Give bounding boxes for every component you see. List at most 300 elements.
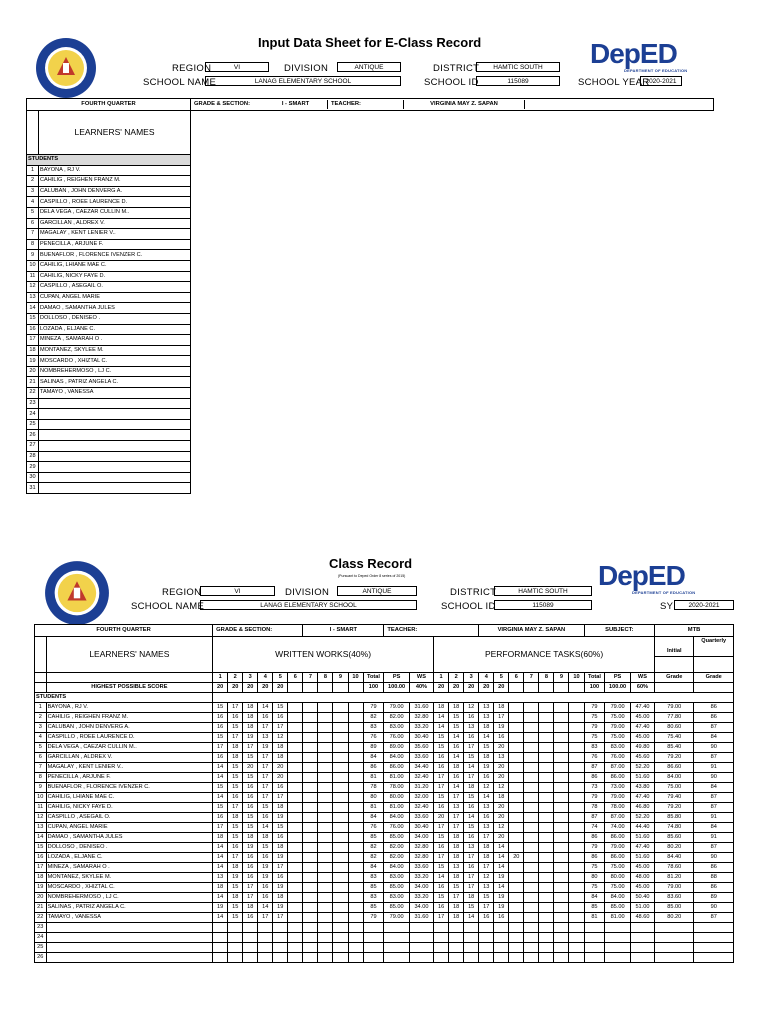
student-name: MOSCARDO , XHIZTAL C. — [46, 883, 213, 893]
initial-grade: 86.60 — [655, 763, 694, 773]
pt-score: 13 — [449, 863, 464, 873]
class-record-row — [35, 833, 734, 843]
pt-total: 86 — [584, 853, 605, 863]
student-name: DAMAO , SAMANTHA JULES — [46, 833, 213, 843]
ww-score: 19 — [273, 903, 288, 913]
ww-score: 16 — [243, 913, 258, 923]
hps-pt-score: 20 — [434, 683, 449, 693]
ww-score — [333, 773, 348, 783]
pt-score — [569, 753, 584, 763]
student-name: PENECILLA , ARJUNE F. — [39, 239, 191, 250]
pt-score — [539, 873, 554, 883]
pt-col-number: 7 — [524, 673, 539, 683]
ww-score: 15 — [228, 783, 243, 793]
ww-ps: 81.00 — [384, 803, 409, 813]
pt-score — [554, 773, 569, 783]
ww-ps: 78.00 — [384, 783, 409, 793]
ww-total: 81 — [363, 773, 384, 783]
student-name: CAHILIG, NICKY FAYE D. — [46, 803, 213, 813]
pt-score: 15 — [464, 793, 479, 803]
pt-score — [509, 783, 524, 793]
ww-ps: 83.00 — [384, 893, 409, 903]
ww-score: 17 — [228, 733, 243, 743]
pt-score — [554, 713, 569, 723]
pt-total: 78 — [584, 803, 605, 813]
ww-score: 15 — [243, 773, 258, 783]
ww-score — [303, 733, 318, 743]
ww-score: 18 — [228, 753, 243, 763]
ww-score: 15 — [258, 803, 273, 813]
pt-score — [569, 813, 584, 823]
sheet1-empty-row — [27, 441, 714, 452]
hps-pt-score — [554, 683, 569, 693]
pt-score — [569, 873, 584, 883]
sheet1-students-label-row — [27, 155, 714, 166]
hps-ww-score — [348, 683, 363, 693]
ww-score: 18 — [243, 713, 258, 723]
ww-score: 18 — [258, 833, 273, 843]
pt-col-number: 4 — [479, 673, 494, 683]
ww-ws: 32.80 — [409, 843, 433, 853]
ww-score — [348, 903, 363, 913]
ww-ps-header: PS — [384, 673, 409, 683]
pt-score — [524, 833, 539, 843]
sheet2-grade-section-label: GRADE & SECTION: — [213, 625, 303, 637]
ww-score — [303, 893, 318, 903]
ww-ws: 33.60 — [409, 863, 433, 873]
sheet1-learners-header: LEARNERS' NAMES — [39, 111, 191, 155]
row-number: 25 — [35, 943, 47, 953]
ww-score — [333, 813, 348, 823]
sheet1-student-row — [27, 218, 714, 229]
row-number: 15 — [35, 843, 47, 853]
student-name: MONTANEZ, SKYLEE M. — [39, 345, 191, 356]
row-number: 21 — [27, 377, 39, 388]
pt-score: 13 — [464, 723, 479, 733]
ww-col-number: 5 — [273, 673, 288, 683]
row-number: 7 — [27, 229, 39, 240]
initial-grade-header: Initial — [655, 637, 694, 657]
ww-score — [318, 803, 333, 813]
pt-score — [539, 913, 554, 923]
pt-ps: 85.00 — [605, 903, 630, 913]
sheet1-teacher-label: TEACHER: — [328, 100, 404, 109]
pt-score — [554, 803, 569, 813]
row-number: 11 — [27, 271, 39, 282]
initial-grade: 84.00 — [655, 773, 694, 783]
class-record-row — [35, 903, 734, 913]
hps-pt-score — [539, 683, 554, 693]
ww-score: 16 — [258, 713, 273, 723]
pt-score — [554, 833, 569, 843]
ww-col-number: 4 — [258, 673, 273, 683]
pt-score — [554, 813, 569, 823]
pt-score: 13 — [479, 823, 494, 833]
ww-score: 13 — [258, 733, 273, 743]
pt-score: 18 — [479, 723, 494, 733]
pt-col-number: 1 — [434, 673, 449, 683]
row-number: 20 — [27, 366, 39, 377]
sheet2-division-label: DIVISION — [285, 587, 330, 598]
ww-score: 14 — [213, 793, 228, 803]
row-number: 1 — [27, 165, 39, 176]
pt-ws-header: WS — [630, 673, 654, 683]
ww-ws: 34.00 — [409, 903, 433, 913]
ww-score: 18 — [273, 843, 288, 853]
ww-score — [318, 783, 333, 793]
ww-ps: 79.00 — [384, 703, 409, 713]
sheet1-empty-row — [27, 483, 714, 494]
row-number: 2 — [35, 713, 47, 723]
pt-score: 16 — [434, 883, 449, 893]
hps-ww-score: 20 — [213, 683, 228, 693]
region-value: VI — [205, 62, 269, 72]
sheet2-teacher-label: TEACHER: — [384, 625, 479, 637]
sheet2-info-bar — [35, 625, 734, 637]
pt-score — [539, 803, 554, 813]
sheet1-grade-section-label: GRADE & SECTION: — [194, 101, 251, 107]
sheet1-student-row — [27, 292, 714, 303]
pt-score: 17 — [449, 823, 464, 833]
ww-ps: 85.00 — [384, 833, 409, 843]
pt-score: 18 — [449, 703, 464, 713]
pt-total: 81 — [584, 913, 605, 923]
ww-score: 14 — [213, 773, 228, 783]
ww-score — [318, 873, 333, 883]
ww-score — [348, 773, 363, 783]
pt-score: 13 — [464, 843, 479, 853]
ww-total-header: Total — [363, 673, 384, 683]
pt-ps: 75.00 — [605, 883, 630, 893]
pt-total: 83 — [584, 743, 605, 753]
pt-score: 17 — [464, 853, 479, 863]
pt-ws: 45.60 — [630, 753, 654, 763]
pt-score: 15 — [464, 823, 479, 833]
pt-ws: 51.60 — [630, 833, 654, 843]
pt-score — [569, 833, 584, 843]
deped-seal-icon — [44, 560, 110, 626]
pt-ps: 79.00 — [605, 703, 630, 713]
class-record-row — [35, 793, 734, 803]
pt-ws: 49.80 — [630, 743, 654, 753]
deped-logo: DepED DEPARTMENT OF EDUCATION — [598, 560, 696, 595]
ww-score — [348, 793, 363, 803]
pt-score — [554, 853, 569, 863]
sheet2-quarter: FOURTH QUARTER — [35, 625, 213, 637]
pt-col-number: 6 — [509, 673, 524, 683]
student-name: DAMAO , SAMANTHA JULES — [39, 303, 191, 314]
ww-score: 18 — [243, 903, 258, 913]
row-number: 9 — [27, 250, 39, 261]
pt-total: 84 — [584, 893, 605, 903]
ww-score: 15 — [228, 773, 243, 783]
pt-score: 18 — [434, 703, 449, 713]
pt-score — [554, 763, 569, 773]
ww-score: 19 — [243, 843, 258, 853]
pt-score: 17 — [464, 743, 479, 753]
ww-score — [333, 823, 348, 833]
pt-score — [509, 743, 524, 753]
quarterly-grade: 91 — [694, 763, 734, 773]
hps-pt-score — [524, 683, 539, 693]
pt-score: 15 — [449, 723, 464, 733]
sheet1-student-row — [27, 197, 714, 208]
ww-score — [288, 773, 303, 783]
pt-total: 73 — [584, 783, 605, 793]
ww-score — [333, 913, 348, 923]
pt-score: 20 — [494, 803, 509, 813]
ww-score: 17 — [258, 763, 273, 773]
pt-score — [554, 903, 569, 913]
class-record-row — [35, 873, 734, 883]
pt-ps: 80.00 — [605, 873, 630, 883]
pt-score: 17 — [434, 913, 449, 923]
student-name: NOMBREHERMOSO , LJ C. — [46, 893, 213, 903]
pt-score: 12 — [479, 783, 494, 793]
initial-grade: 79.40 — [655, 793, 694, 803]
initial-grade: 75.40 — [655, 733, 694, 743]
pt-ps: 76.00 — [605, 753, 630, 763]
ww-score: 17 — [243, 883, 258, 893]
pt-score — [524, 763, 539, 773]
pt-col-number: 5 — [494, 673, 509, 683]
ww-score — [303, 743, 318, 753]
pt-score: 18 — [464, 893, 479, 903]
ww-score — [333, 743, 348, 753]
quarterly-grade: 84 — [694, 733, 734, 743]
pt-score: 15 — [434, 833, 449, 843]
pt-score — [524, 753, 539, 763]
ww-score: 17 — [258, 783, 273, 793]
ww-score: 17 — [213, 823, 228, 833]
initial-grade: 79.20 — [655, 753, 694, 763]
ww-score: 16 — [273, 783, 288, 793]
pt-score — [539, 793, 554, 803]
pt-col-number: 10 — [569, 673, 584, 683]
pt-score: 17 — [494, 713, 509, 723]
ww-score: 17 — [273, 723, 288, 733]
initial-grade: 85.40 — [655, 743, 694, 753]
pt-score — [539, 833, 554, 843]
pt-score: 20 — [494, 813, 509, 823]
ww-score: 18 — [273, 743, 288, 753]
pt-score — [524, 783, 539, 793]
pt-total: 75 — [584, 733, 605, 743]
ww-ps: 83.00 — [384, 723, 409, 733]
pt-score: 14 — [494, 863, 509, 873]
quarterly-grade: 90 — [694, 903, 734, 913]
initial-grade: 78.60 — [655, 863, 694, 873]
pt-score — [569, 763, 584, 773]
quarterly-grade: 84 — [694, 823, 734, 833]
student-name: SALINAS , PATRIZ ANGELA C. — [46, 903, 213, 913]
division-value: ANTIQUE — [337, 62, 401, 72]
pt-total: 86 — [584, 833, 605, 843]
ww-ws: 33.20 — [409, 873, 433, 883]
column-numbers-row — [35, 673, 734, 683]
row-number: 21 — [35, 903, 47, 913]
pt-score — [524, 733, 539, 743]
pt-score: 16 — [449, 773, 464, 783]
ww-score — [348, 763, 363, 773]
pt-score — [569, 773, 584, 783]
ww-score: 14 — [213, 763, 228, 773]
student-name: MINEZA , SAMARAH O . — [39, 335, 191, 346]
ww-ws: 32.80 — [409, 713, 433, 723]
pt-score — [554, 743, 569, 753]
ww-score: 18 — [228, 863, 243, 873]
pt-ws: 46.80 — [630, 803, 654, 813]
pt-score — [509, 793, 524, 803]
pt-score — [524, 743, 539, 753]
pt-score: 13 — [479, 883, 494, 893]
sheet1-student-row — [27, 377, 714, 388]
sheet2-sy-label: SY — [660, 601, 674, 612]
student-name: MOSCARDO , XHIZTAL C. — [39, 356, 191, 367]
hps-ww-score: 20 — [228, 683, 243, 693]
hps-pt-score — [569, 683, 584, 693]
ww-score — [333, 893, 348, 903]
pt-score: 13 — [494, 753, 509, 763]
ww-score — [348, 703, 363, 713]
ww-ps: 79.00 — [384, 913, 409, 923]
ww-total: 86 — [363, 763, 384, 773]
pt-ws: 47.40 — [630, 703, 654, 713]
class-record-row — [35, 723, 734, 733]
row-number: 31 — [27, 483, 39, 494]
pt-score: 17 — [449, 793, 464, 803]
pt-score: 13 — [449, 803, 464, 813]
sheet2-section-header-row — [35, 637, 734, 657]
pt-score: 16 — [494, 733, 509, 743]
ww-score: 17 — [243, 743, 258, 753]
pt-score — [539, 713, 554, 723]
pt-score — [554, 893, 569, 903]
sheet1-student-row — [27, 324, 714, 335]
ww-score: 16 — [243, 793, 258, 803]
pt-ws: 44.40 — [630, 823, 654, 833]
pt-ps: 86.00 — [605, 773, 630, 783]
pt-score: 17 — [479, 863, 494, 873]
ww-score — [318, 823, 333, 833]
pt-score: 17 — [479, 903, 494, 913]
pt-ws: 50.40 — [630, 893, 654, 903]
ww-score: 16 — [273, 873, 288, 883]
ww-score — [288, 793, 303, 803]
initial-grade: 79.20 — [655, 803, 694, 813]
pt-score: 17 — [434, 853, 449, 863]
ww-ps: 80.00 — [384, 793, 409, 803]
pt-score — [509, 883, 524, 893]
ww-ws-header: WS — [409, 673, 433, 683]
pt-score — [539, 733, 554, 743]
pt-score — [509, 893, 524, 903]
pt-score: 20 — [494, 763, 509, 773]
pt-score — [524, 773, 539, 783]
row-number: 6 — [35, 753, 47, 763]
hps-ww-score: 20 — [243, 683, 258, 693]
pt-score — [539, 773, 554, 783]
sheet2-region-value: VI — [200, 586, 275, 596]
sheet1-title: Input Data Sheet for E-Class Record — [258, 35, 482, 50]
pt-score — [509, 773, 524, 783]
pt-score — [554, 843, 569, 853]
ww-score: 15 — [228, 883, 243, 893]
sheet1-quarter: FOURTH QUARTER — [27, 99, 191, 111]
sheet1-empty-row — [27, 472, 714, 483]
initial-grade: 79.00 — [655, 703, 694, 713]
pt-score: 14 — [449, 753, 464, 763]
quarterly-grade-header: Quarterly — [694, 637, 734, 657]
ww-score: 18 — [273, 753, 288, 763]
ww-score: 14 — [258, 823, 273, 833]
sheet2-school-name-value: LANAG ELEMENTARY SCHOOL — [200, 600, 417, 610]
ww-col-number: 9 — [333, 673, 348, 683]
pt-score: 15 — [434, 733, 449, 743]
pt-score — [524, 793, 539, 803]
hps-pt-score: 20 — [479, 683, 494, 693]
pt-score: 18 — [494, 703, 509, 713]
ww-score: 18 — [213, 833, 228, 843]
row-number: 14 — [35, 833, 47, 843]
ww-score — [303, 763, 318, 773]
ww-score — [288, 763, 303, 773]
ww-score — [303, 823, 318, 833]
row-number: 3 — [27, 186, 39, 197]
pt-score — [539, 723, 554, 733]
hps-pt-ws: 60% — [630, 683, 654, 693]
sheet1-student-row — [27, 313, 714, 324]
row-number: 19 — [35, 883, 47, 893]
ww-score — [288, 873, 303, 883]
pt-score: 20 — [494, 773, 509, 783]
row-number: 19 — [27, 356, 39, 367]
row-number: 28 — [27, 451, 39, 462]
pt-ws: 48.00 — [630, 873, 654, 883]
sheet1-student-row — [27, 186, 714, 197]
ww-score: 14 — [213, 913, 228, 923]
sheet1-student-row — [27, 282, 714, 293]
student-name: CAHILIG, LHIANE MAE C. — [39, 260, 191, 271]
ww-score — [318, 813, 333, 823]
ww-score — [348, 853, 363, 863]
sheet2-title: Class Record — [329, 556, 413, 571]
row-number: 30 — [27, 472, 39, 483]
row-number: 13 — [27, 292, 39, 303]
pt-score — [569, 913, 584, 923]
pt-score: 15 — [464, 753, 479, 763]
ww-score: 16 — [213, 723, 228, 733]
sheet2-school-id-label: SCHOOL ID — [441, 601, 496, 612]
row-number: 8 — [35, 773, 47, 783]
hps-ww-ps: 100.00 — [384, 683, 409, 693]
initial-grade: 80.20 — [655, 913, 694, 923]
ww-score — [303, 753, 318, 763]
sheet1-student-row — [27, 356, 714, 367]
pt-score — [524, 843, 539, 853]
ww-score — [333, 723, 348, 733]
ww-score: 18 — [243, 723, 258, 733]
pt-score: 18 — [449, 903, 464, 913]
pt-col-number: 2 — [449, 673, 464, 683]
pt-score — [509, 833, 524, 843]
sheet2-district-value: HAMTIC SOUTH — [494, 586, 592, 596]
ww-score — [303, 843, 318, 853]
student-name: CAHILIG , REIGHEN FRANZ M. — [46, 713, 213, 723]
ww-score — [303, 803, 318, 813]
student-name: TAMAYO , VANESSA — [46, 913, 213, 923]
ww-score: 16 — [273, 713, 288, 723]
